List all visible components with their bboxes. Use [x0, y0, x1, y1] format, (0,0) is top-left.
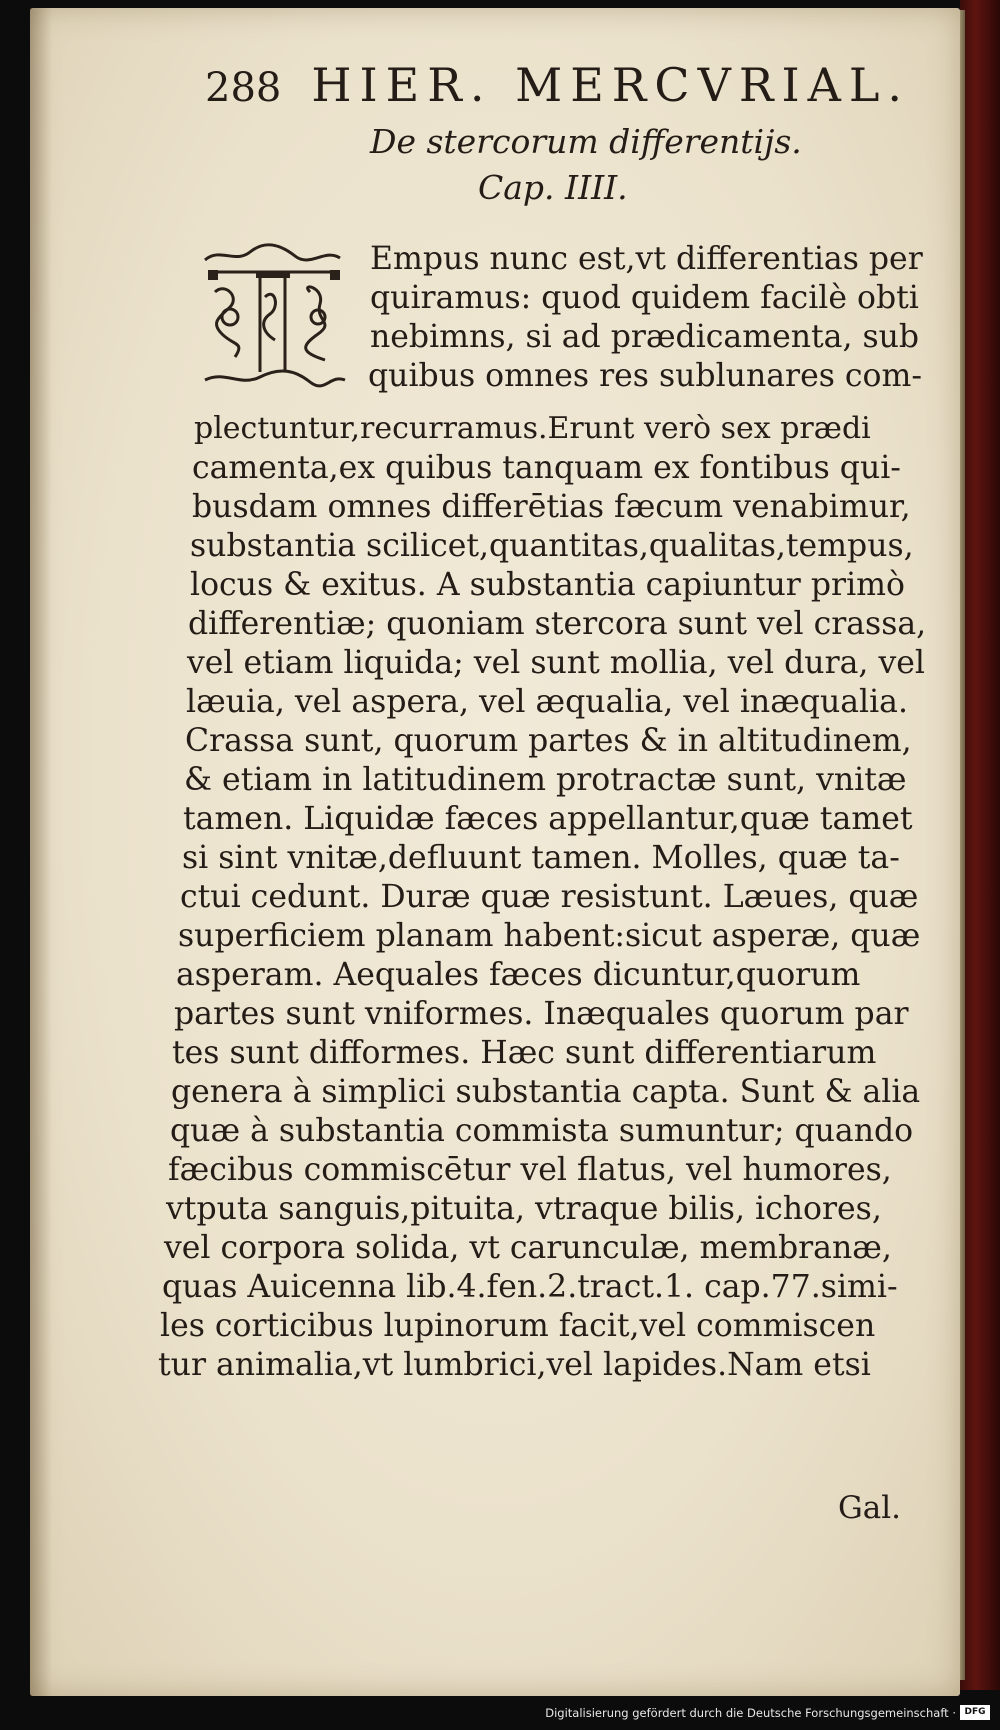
text-line: tur animalia,vt lumbrici,vel lapides.Nam etsi [158, 1347, 871, 1383]
catchword: Gal. [838, 1490, 902, 1526]
text-line: vtputa sanguis,pituita, vtraque bilis, ichores, [166, 1191, 882, 1227]
text-line: vel corpora solida, vt carunculæ, membranæ, [164, 1230, 892, 1266]
text-line: les corticibus lupinorum facit,vel commiscen [160, 1308, 876, 1344]
dfg-logo: DFG [960, 1705, 990, 1720]
text-line: genera à simplici substantia capta. Sunt & alia [171, 1074, 921, 1110]
text-line: fæcibus commiscētur vel flatus, vel humores, [168, 1152, 892, 1188]
funding-credit: Digitalisierung gefördert durch die Deutsche Forschungsgemeinschaft · [545, 1706, 956, 1720]
text-line: ctui cedunt. Duræ quæ resistunt. Læues, quæ [180, 879, 919, 915]
chapter-number: Cap. IIII. [478, 168, 628, 207]
text-line: superficiem planam habent:sicut asperæ, quæ [178, 918, 921, 954]
running-head [205, 58, 911, 118]
text-line: quæ à substantia commista sumuntur; quando [170, 1113, 914, 1149]
text-line: & etiam in latitudinem protractæ sunt, vnitæ [184, 762, 907, 798]
book-cover-edge [960, 0, 1000, 1690]
text-line: plectuntur,recurramus.Erunt verò sex prædi [194, 411, 871, 446]
text-line: tes sunt difformes. Hæc sunt differentiarum [172, 1035, 877, 1071]
text-line: locus & exitus. A substantia capiuntur primò [190, 567, 905, 603]
page-number: 288 [205, 65, 282, 111]
text-line: Empus nunc est,vt differentias per [370, 241, 923, 277]
text-line: substantia scilicet,quantitas,qualitas,tempus, [190, 528, 914, 564]
text-line: differentiæ; quoniam stercora sunt vel crassa, [188, 606, 927, 642]
text-line: quibus omnes res sublunares com- [368, 358, 923, 394]
text-line: camenta,ex quibus tanquam ex fontibus qui- [192, 450, 901, 486]
text-line: quas Auicenna lib.4.fen.2.tract.1. cap.77.simi- [162, 1269, 898, 1305]
text-line: tamen. Liquidæ fæces appellantur,quæ tamet [183, 801, 913, 837]
decorated-initial-icon [200, 242, 350, 392]
text-line: læuia, vel aspera, vel æqualia, vel inæqualia. [186, 684, 908, 720]
text-line: Crassa sunt, quorum partes & in altitudinem, [185, 723, 912, 759]
running-title: HIER. MERCVRIAL. [311, 58, 911, 112]
text-line: partes sunt vniformes. Inæquales quorum par [174, 996, 909, 1032]
text-line: si sint vnitæ,defluunt tamen. Molles, quæ ta- [182, 840, 900, 876]
text-line: busdam omnes differētias fæcum venabimur, [192, 489, 911, 525]
chapter-title: De stercorum differentijs. [370, 122, 802, 161]
text-line: quiramus: quod quidem facilè obti [370, 280, 919, 316]
text-line: vel etiam liquida; vel sunt mollia, vel dura, vel [187, 645, 925, 681]
text-line: asperam. Aequales fæces dicuntur,quorum [176, 957, 861, 993]
digitization-footer [0, 1700, 1000, 1730]
text-line: nebimns, si ad prædicamenta, sub [370, 319, 920, 355]
